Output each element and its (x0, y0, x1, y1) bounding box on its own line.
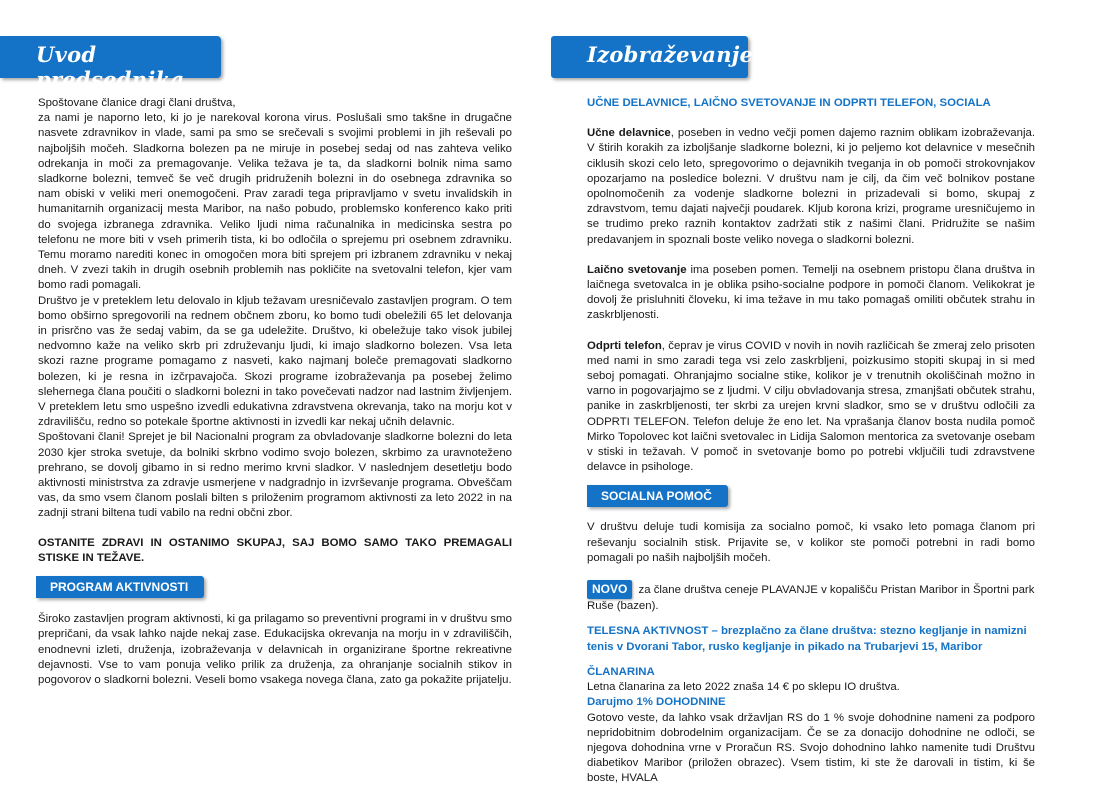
closing-message: OSTANITE ZDRAVI IN OSTANIMO SKUPAJ, SAJ BOMO SAMO TAKO PREMAGALI STISKE IN TEŽAVE. (38, 536, 512, 564)
greeting: Spoštovane članice dragi člani društva, (38, 97, 236, 109)
counselling-paragraph (587, 263, 1035, 324)
novo-text: za člane društva ceneje PLAVANJE v kopališču Pristan Maribor in Športni park Ruše (bazen). (587, 584, 1035, 613)
program-heading: PROGRAM AKTIVNOSTI (36, 576, 204, 598)
counselling-lead: Laično svetovanje (587, 263, 687, 276)
novo-line (587, 580, 1035, 614)
membership-text: Letna članarina za leto 2022 znaša 14 € po sklepu IO društva. (587, 681, 900, 694)
donate-title: Darujmo 1% DOHODNINE (587, 696, 726, 709)
workshops-paragraph (587, 126, 1035, 248)
membership-title: ČLANARINA (587, 665, 655, 678)
social-help-heading: SOCIALNA POMOČ (587, 485, 728, 507)
donate-paragraph: Gotovo veste, da lahko vsak državljan RS do 1 % svoje dohodnine nameni za podporo nepridobitnim dobrodelnim organizacijam. Če se za donacijo dohodnine ne odloči, se njegova dohodnina vrne v Proračun RS. Svojo dohodnino lahko namenite tudi Društvu diabetikov Maribor (priložen obrazec). Vsem tistim, ki ste že darovali in tistim, ki še boste, HVALA (587, 711, 1035, 785)
intro-paragraph-2: Društvo je v preteklem letu delovalo in kljub težavam uresničevalo zastavljen program. O tem bomo obširno spregovorili na rednem občnem zboru, ko bomo tudi obeležili 65 let delovanja in prisrčno vas že sedaj vabim, da se ga udeležite. Društvo, ki obeležuje tako visok jubilej nedvomno kaže na veliko skrb pri združevanju ljudi, ki imajo sladkorno bolezen. Vsa leta skozi razne programe pomagamo z nasveti, kako najmanj boleče premagovati sladkorno bolezen, ki je resna in izčrpavajoča. Skozi programe izobraževanja pa posebej želimo slehernega člana poučiti o sladkorni bolezni in tako povečevati nadzor nad lastnim življenjem. V preteklem letu smo uspešno izvedli edukativna zdravstvena okrevanja, tako na morju kot v zdravilišču, redno so potekale športne aktivnosti in izvedli kar nekaj učnih delavnic. (38, 294, 512, 429)
phone-paragraph (587, 339, 1035, 476)
novo-badge: NOVO (587, 580, 632, 599)
education-banner-title: Izobraževanje (587, 42, 754, 67)
education-banner (551, 36, 754, 78)
left-column (38, 96, 512, 688)
counselling-text: ima poseben pomen. Temelji na osebnem pristopu člana društva in laičnega svetovalca in je oblika psiho-socialne podpore in pomoči članom. Velikokrat je dovolj že prisluhniti človeku, ki ima težave in mu tako pomagaš omiliti občutek strahu in zaskrbljenosti. (587, 263, 1035, 322)
workshops-text: , poseben in vedno večji pomen dajemo raznim oblikam izobraževanja. V štirih korakih za izboljšanje sladkorne bolezni, ki jo peljemo kot delavnice v mesečnih ciklusih skozi celo leto, spregovorimo o dejavnikih tveganja in ob pomoči strokovnjakov opozarjamo na posledice bolezni. V društvu nam je cilj, da čim več bolnikov postane opolnomočenih za vodenje sladkorne bolezni in prizadevali si bomo, skupaj z zdravstvom, temu dajati največji poudarek. Kljub korona krizi, programe uresničujemo in se trudimo preko raznih kontaktov zadržati stik z našimi člani. Pridružite se našim predavanjem in spoznali boste veliko novega o sladkorni bolezni. (587, 127, 1035, 246)
workshops-lead: Učne delavnice (587, 127, 671, 140)
program-paragraph: Široko zastavljen program aktivnosti, ki ga prilagamo so preventivni programi in v društvu smo prepričani, da vsak lahko najde nekaj zase. Edukacijska okrevanja na morju in v zdraviliščih, enodnevni izleti, druženja, izobraževanja v delavnicah in organizirane športne rekreativne dejavnosti. Vse to vam ponuja veliko prilik za druženja, za ohranjanje socialnih stikov in pogovorov o sladkorni bolezni. Veseli bomo vsakega novega člana, zato ga pokažite prijatelju. (38, 613, 512, 686)
intro-paragraph-3: Spoštovani člani! Sprejet je bil Nacionalni program za obvladovanje sladkorne bolezni do leta 2030 kjer stroka svetuje, da bolniki skrbno vodimo svojo bolezen, skrbimo za uravnoteženo prehrano, se dovolj gibamo in si redno merimo krvni sladkor. V naslednjem desetletju bodo aktivnosti ministrstva za zdravje usmerjene v nadgradnjo in izvrševanje programa. Obveščam vas, da smo vsem članom poslali bilten s priloženim programom aktivnosti za leto 2022 in na zadnji strani biltena tudi vabilo na redni občni zbor. (38, 431, 512, 520)
phone-lead: Odprti telefon (587, 339, 662, 352)
phone-text: , čeprav je virus COVID v novih in novih različicah še zmeraj zelo prisoten med nami in smo zaradi tega vsi zelo zaskrbljeni, poizkusimo stopiti skupaj in si med seboj pomagati. Ohranjajmo socialne stike, kolikor je v trenutnih okoliščinah možno in varno in pogovarjajmo se z ljudmi. V cilju obvladovanja stresa, zmanjšati občutek strahu, panike in zaskrbljenosti, ter skrbi za urejen krvni sladkor, smo se v društvu odločili za ODPRTI TELEFON. Telefon deluje že eno let. Na vprašanja članov bosta nudila pomoč Mirko Topolovec kot laični svetovalec in Lidija Salomon mentorica za svetovanje osebam v stiski in težavah. V pomoč in svetovanje bomo po potrebi vključili tudi zdravstvene delavce in psihologe. (587, 339, 1036, 474)
physical-activity: TELESNA AKTIVNOST – brezplačno za člane društva: stezno kegljanje in namizni tenis v Dvorani Tabor, rusko kegljanje in pikado na Trubarjevi 15, Maribor (587, 625, 1027, 653)
intro-banner-title: Uvod predsednika (36, 42, 185, 92)
intro-banner (0, 36, 221, 92)
intro-paragraph-1: za nami je naporno leto, ki jo je narekoval korona virus. Poslušali smo takšne in drugačne nasvete zdravnikov in vlade, sami pa smo se srečevali s svojimi problemi in jih reševali po najboljših močeh. Sladkorna bolezen pa ne miruje in posebej sedaj od nas zahteva veliko odrekanja in moči za premagovanje. Velika težava je ta, da sladkorni bolnik nima samo sladkorne bolezni, temveč še več drugih pridruženih bolezni in do osebnega zdravnika so nam obiski v veliki meri onemogočeni. Prav zaradi tega pripravljamo v svetu invalidskih in humanitarnih organizacij mesta Maribor, na našo pobudo, problemsko konferenco kako priti do svojega izbranega zdravnika. Veliko ljudi nima računalnika in medicinska sestra po telefonu ne more biti v vseh primerih tista, ki bo odločila o sprejemu pri osebnem zdravniku. Temu moramo narediti konec in omogočen mora biti sprejem pri izbranem zdravniku v nekaj dneh. V zvezi takih in drugih osebnih problemih nas pokličite na svetovalni telefon, kjer vam bomo radi pomagali. (38, 112, 512, 292)
right-column (587, 96, 1035, 787)
section-title: UČNE DELAVNICE, LAIČNO SVETOVANJE IN ODPRTI TELEFON, SOCIALA (587, 97, 991, 109)
social-help-paragraph: V društvu deluje tudi komisija za socialno pomoč, ki vsako leto pomaga članom pri reševanju socialnih stisk. Prijavite se, v kolikor ste pomoči potrebni in radi bomo pomagali po naših najboljših močeh. (587, 521, 1035, 564)
